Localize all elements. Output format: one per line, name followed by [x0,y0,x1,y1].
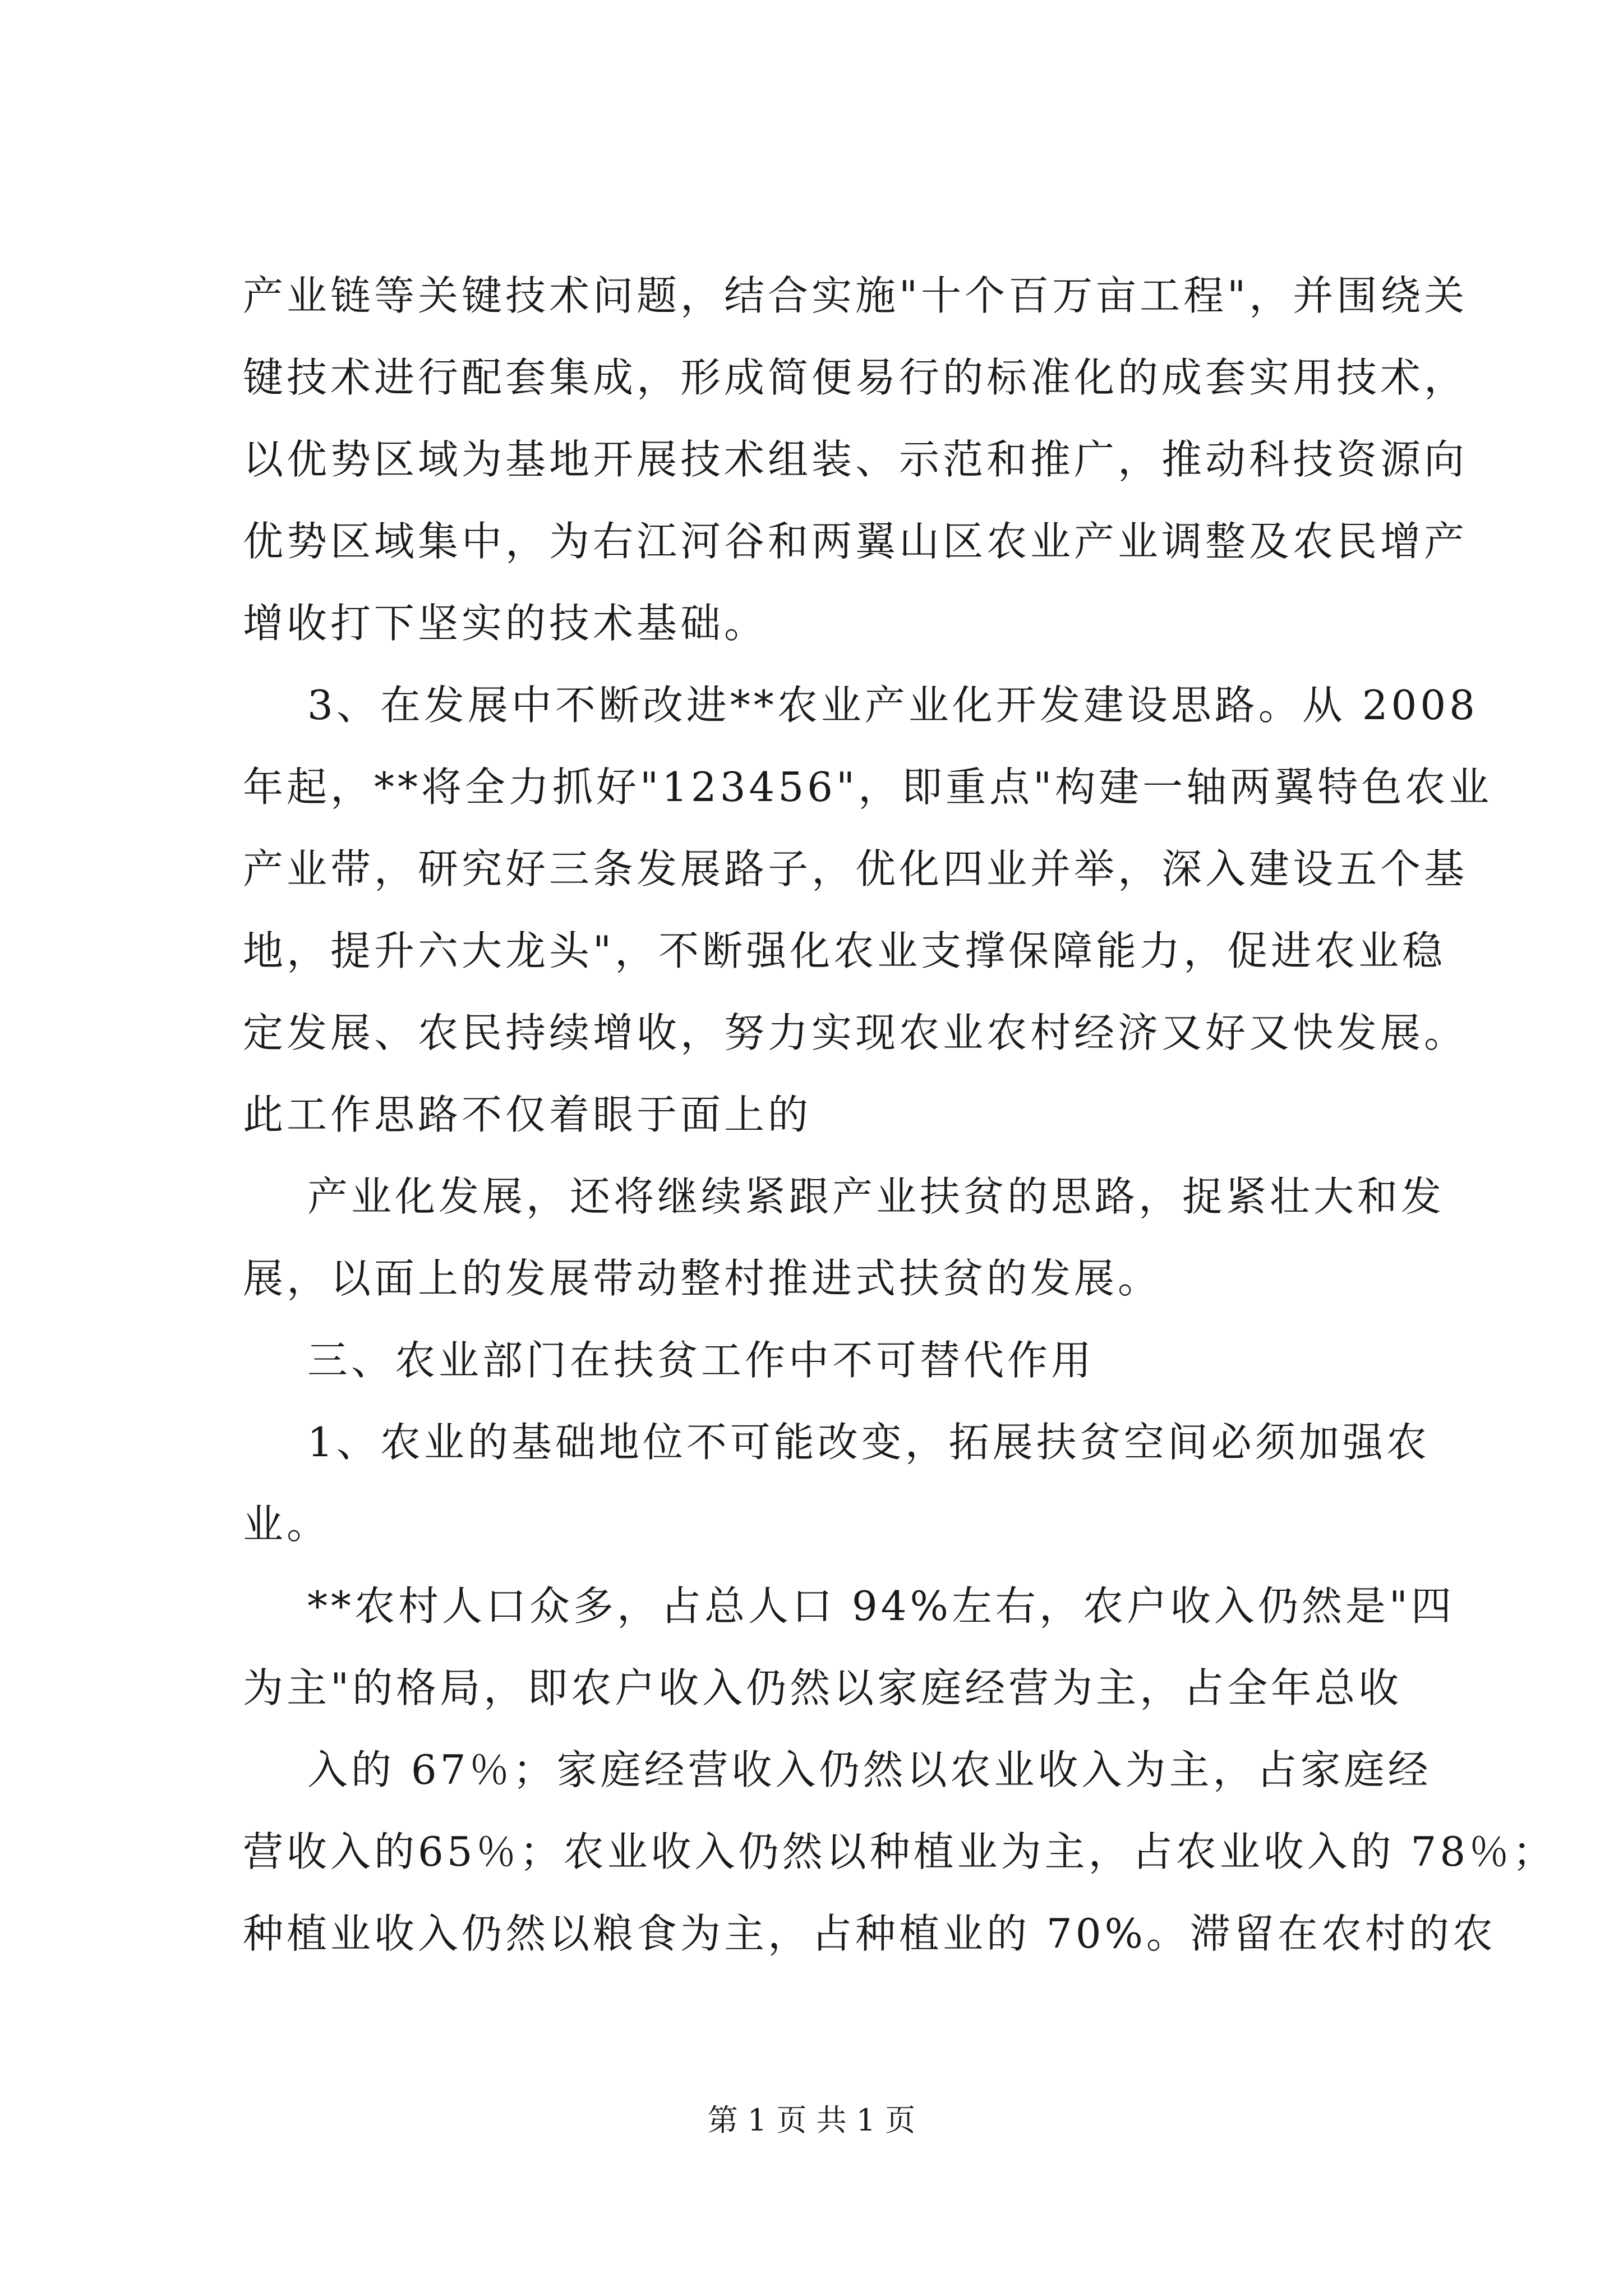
paragraph-line: 增收打下坚实的技术基础。 [243,600,768,647]
paragraph-line: 产业带，研究好三条发展路子，优化四业并举，深入建设五个基 [243,845,1468,892]
paragraph-line: 此工作思路不仅着眼于面上的 [243,1091,812,1138]
paragraph-line: 展，以面上的发展带动整村推进式扶贫的发展。 [243,1255,1162,1302]
paragraph-line: 地，提升六大龙头"，不断强化农业支撑保障能力，促进农业稳 [243,927,1446,974]
paragraph-line: 键技术进行配套集成，形成简便易行的标准化的成套实用技术， [243,354,1468,401]
paragraph-line: 为主"的格局，即农户收入仍然以家庭经营为主，占全年总收 [243,1664,1403,1711]
paragraph-line: 年起，**将全力抓好"123456"，即重点"构建一轴两翼特色农业 [243,763,1493,811]
paragraph-line: 产业链等关键技术问题，结合实施"十个百万亩工程"，并围绕关 [243,272,1468,319]
paragraph-line: **农村人口众多，占总人口 94%左右，农户收入仍然是"四 [307,1582,1455,1630]
paragraph-line: 定发展、农民持续增收，努力实现农业农村经济又好又快发展。 [243,1009,1468,1056]
paragraph-line: 产业化发展，还将继续紧跟产业扶贫的思路，捉紧壮大和发 [307,1173,1445,1220]
paragraph-line: 以优势区域为基地开展技术组装、示范和推广，推动科技资源向 [243,436,1468,483]
paragraph-line: 1、农业的基础地位不可能改变，拓展扶贫空间必须加强农 [307,1419,1430,1466]
page-footer: 第 1 页 共 1 页 [707,2102,916,2138]
paragraph-line: 入的 67％；家庭经营收入仍然以农业收入为主，占家庭经 [307,1746,1432,1793]
paragraph-line: 营收入的65％；农业收入仍然以种植业为主，占农业收入的 78％； [243,1828,1557,1875]
paragraph-line: 优势区域集中，为右江河谷和两翼山区农业产业调整及农民增产 [243,518,1468,565]
paragraph-line: 种植业收入仍然以粮食为主，占种植业的 70%。滞留在农村的农 [243,1910,1496,1957]
section-heading: 三、农业部门在扶贫工作中不可替代作用 [307,1337,1095,1384]
paragraph-line: 3、在发展中不断改进**农业产业化开发建设思路。从 2008 [307,682,1478,729]
paragraph-line: 业。 [243,1501,331,1548]
